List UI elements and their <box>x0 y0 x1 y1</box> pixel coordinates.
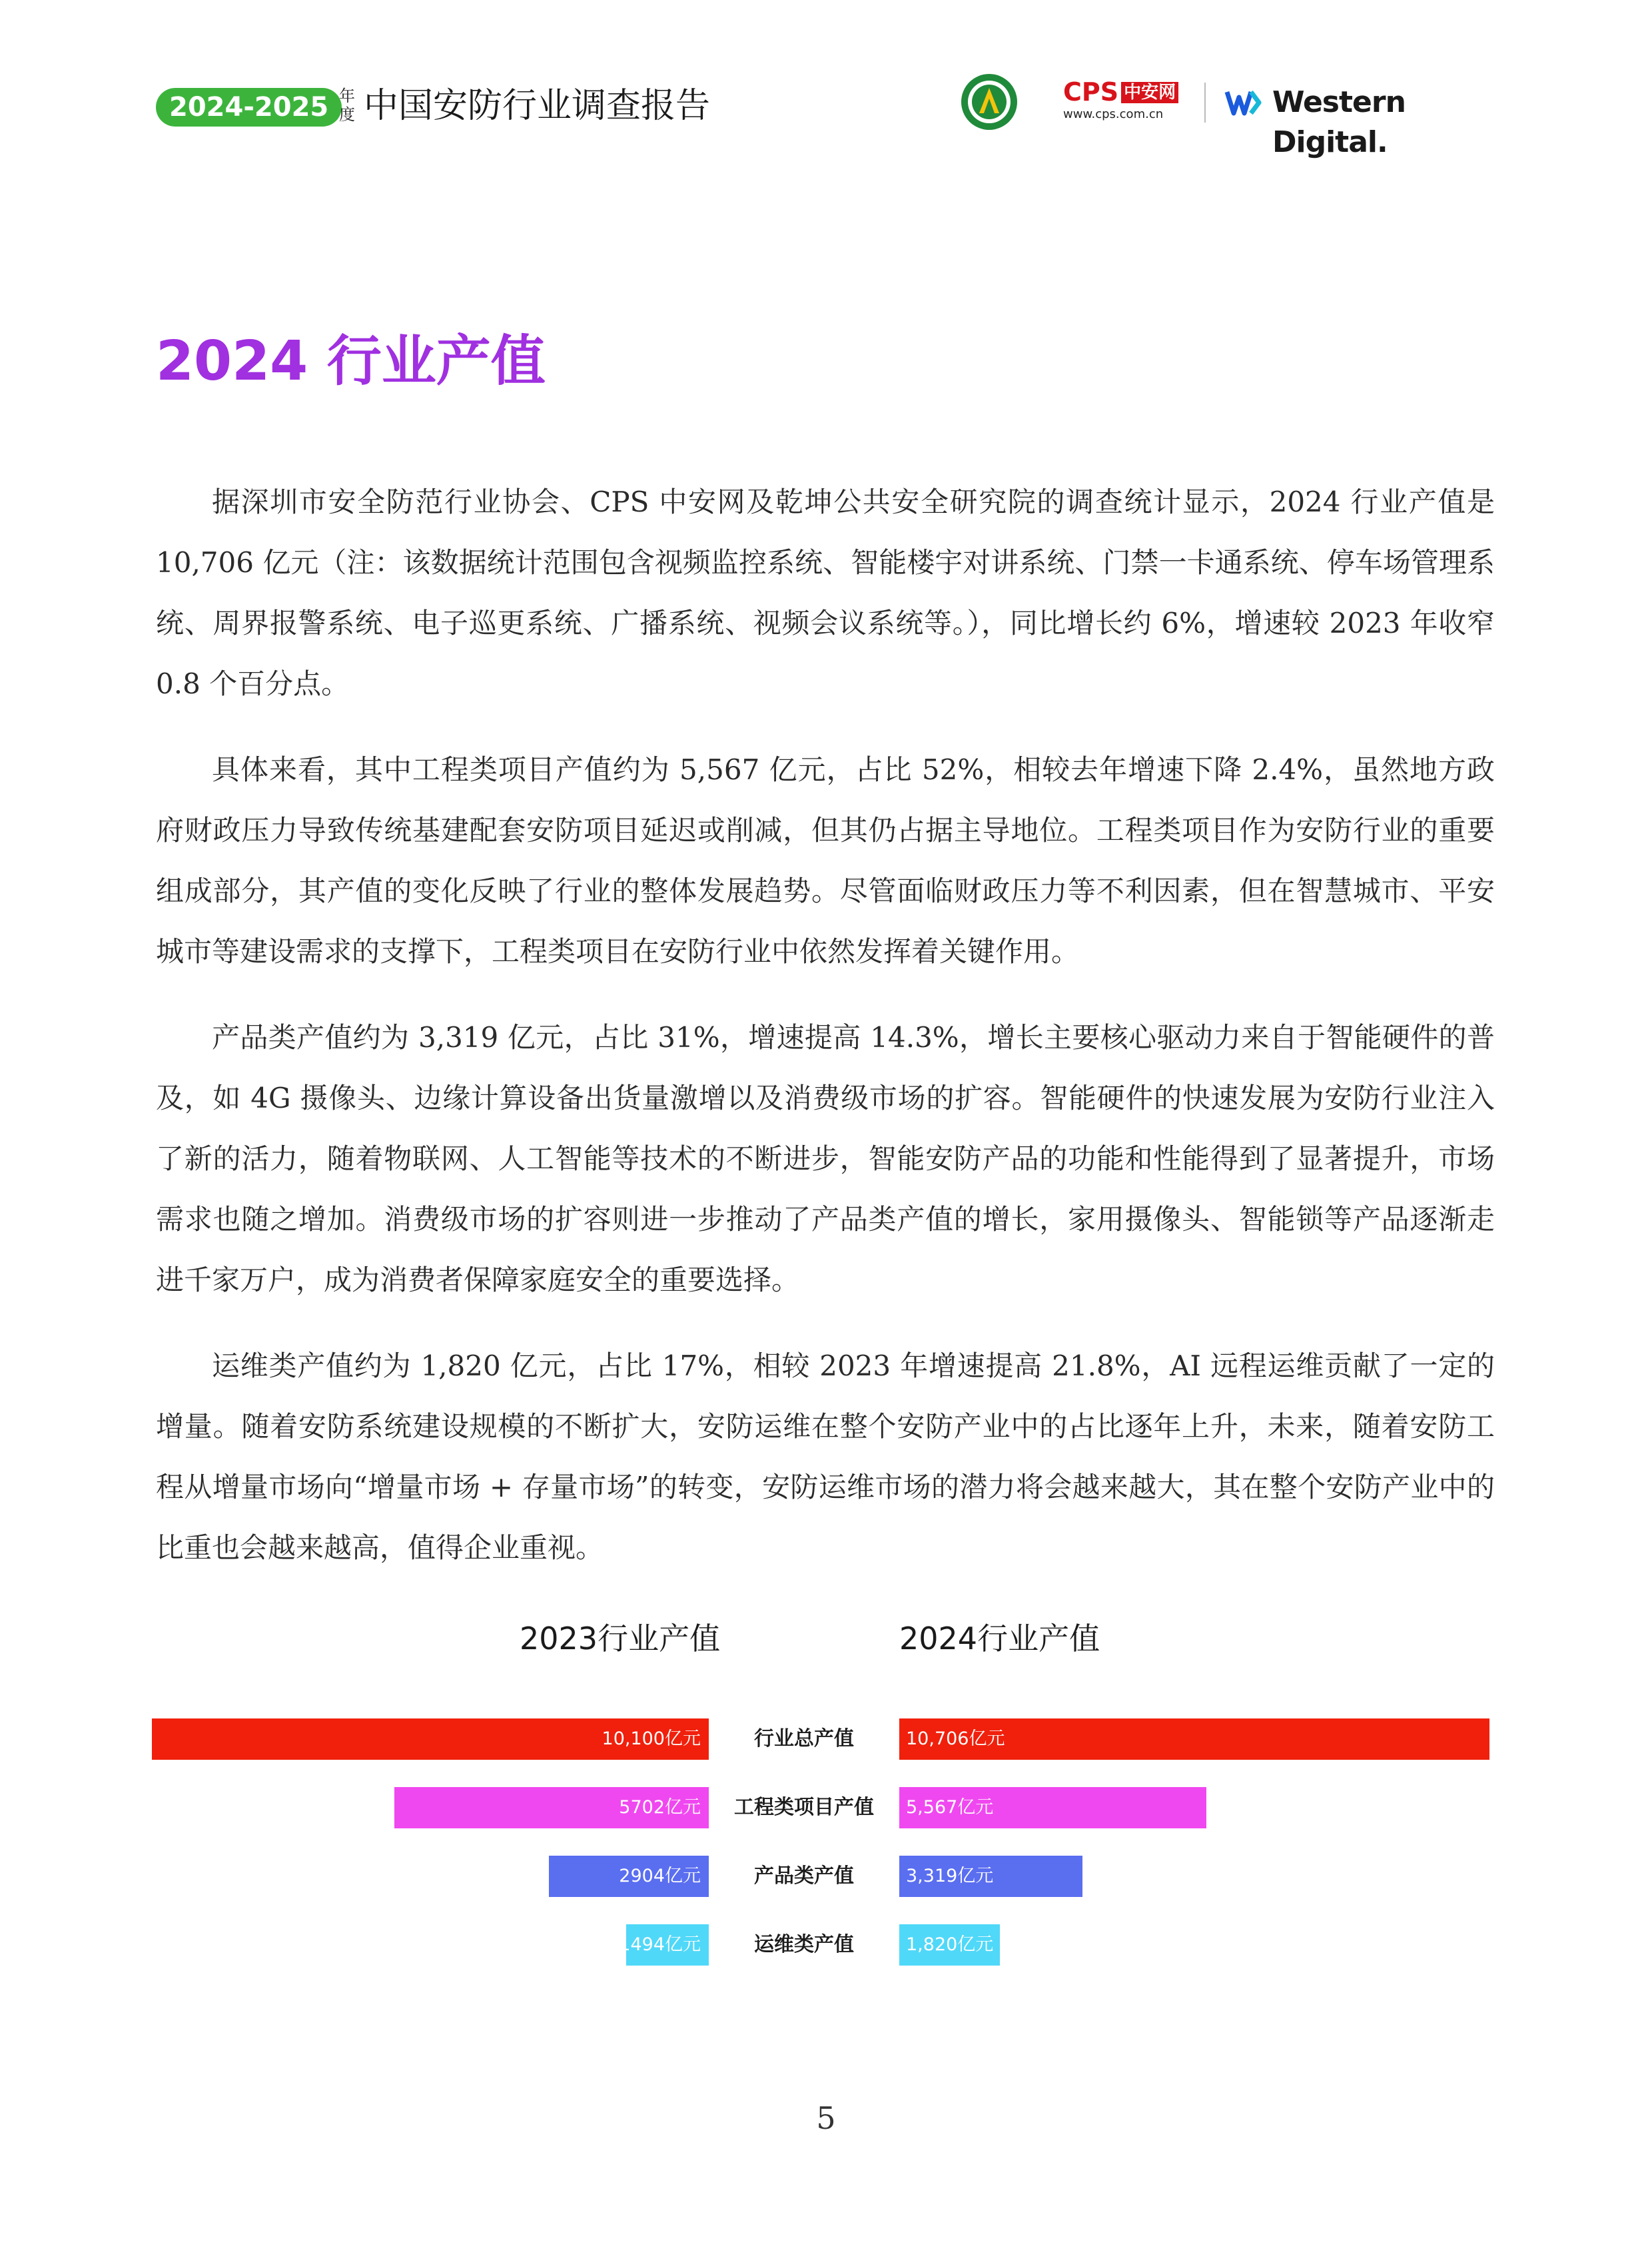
bar-label-2024-0: 10,706亿元 <box>906 1728 1005 1749</box>
paragraph-1: 据深圳市安全防范行业协会、CPS 中安网及乾坤公共安全研究院的调查统计显示，2024 行业产值是 10,706 亿元（注：该数据统计范围包含视频监控系统、智能楼宇对讲系统、门禁一卡通系统、停车场管理系统、周界报警系统、电子巡更系统、广播系统、视频会议系统等。），同比增长约 6%，增速较 2023 年收窄 0.8 个百分点。 <box>156 486 1495 700</box>
logo-divider <box>1204 83 1206 123</box>
output-value-chart <box>0 1619 1652 1992</box>
cps-logo-cn: 中安网 <box>1121 82 1178 103</box>
report-title: 中国安防行业调查报告 <box>364 86 711 126</box>
bar-label-2023-1: 5702亿元 <box>619 1797 701 1818</box>
bar-label-2024-3: 1,820亿元 <box>906 1934 994 1955</box>
category-label-2: 产品类产值 <box>754 1864 854 1888</box>
bar-label-2023-0: 10,100亿元 <box>602 1728 701 1749</box>
bar-label-2023-2: 2904亿元 <box>619 1866 701 1886</box>
cps-logo-text: CPS <box>1063 77 1119 107</box>
chart-title-2023: 2023行业产值 <box>520 1621 721 1657</box>
association-emblem-icon <box>959 72 1019 132</box>
page-number: 5 <box>816 2100 836 2136</box>
year-suffix: 年度 <box>339 87 355 124</box>
page-header <box>0 0 1652 173</box>
paragraph-3: 产品类产值约为 3,319 亿元，占比 31%，增速提高 14.3%，增长主要核心驱动力来自于智能硬件的普及，如 4G 摄像头、边缘计算设备出货量激增以及消费级市场的扩容。智能硬件的快速发展为安防行业注入了新的活力，随着物联网、人工智能等技术的不断进步，智能安防产品的功能和性能得到了显著提升，市场需求也随之增加。消费级市场的扩容则进一步推动了产品类产值的增长，家用摄像头、智能锁等产品逐渐走进千家万户，成为消费者保障家庭安全的重要选择。 <box>156 1021 1495 1296</box>
year-badge: 2024-2025 <box>156 88 342 127</box>
western-digital-mark-icon <box>1224 83 1266 123</box>
category-label-3: 运维类产值 <box>754 1933 854 1956</box>
category-label-0: 行业总产值 <box>754 1727 854 1750</box>
cps-logo-url: www.cps.com.cn <box>1063 107 1164 121</box>
section-title: 2024 行业产值 <box>156 330 546 393</box>
bar-label-2024-2: 3,319亿元 <box>906 1866 994 1886</box>
bar-label-2024-1: 5,567亿元 <box>906 1797 994 1818</box>
body-text <box>156 472 1495 1603</box>
chart-title-2024: 2024行业产值 <box>899 1621 1100 1657</box>
bar-label-2023-3: 1494亿元 <box>619 1934 701 1955</box>
paragraph-4: 运维类产值约为 1,820 亿元，占比 17%，相较 2023 年增速提高 21.8%，AI 远程运维贡献了一定的增量。随着安防系统建设规模的不断扩大，安防运维在整个安防产业中的占比逐年上升，未来，随着安防工程从增量市场向“增量市场 + 存量市场”的转变，安防运维市场的潜力将会越来越大，其在整个安防产业中的比重也会越来越高，值得企业重视。 <box>156 1349 1495 1564</box>
paragraph-2: 具体来看，其中工程类项目产值约为 5,567 亿元，占比 52%，相较去年增速下降 2.4%，虽然地方政府财政压力导致传统基建配套安防项目延迟或削减，但其仍占据主导地位。工程类项目作为安防行业的重要组成部分，其产值的变化反映了行业的整体发展趋势。尽管面临财政压力等不利因素，但在智慧城市、平安城市等建设需求的支撑下，工程类项目在安防行业中依然发挥着关键作用。 <box>156 753 1495 968</box>
category-label-1: 工程类项目产值 <box>734 1796 874 1819</box>
cps-logo <box>1063 77 1183 131</box>
western-digital-name: Western Digital. <box>1272 85 1406 159</box>
western-digital-logo <box>1224 83 1504 159</box>
